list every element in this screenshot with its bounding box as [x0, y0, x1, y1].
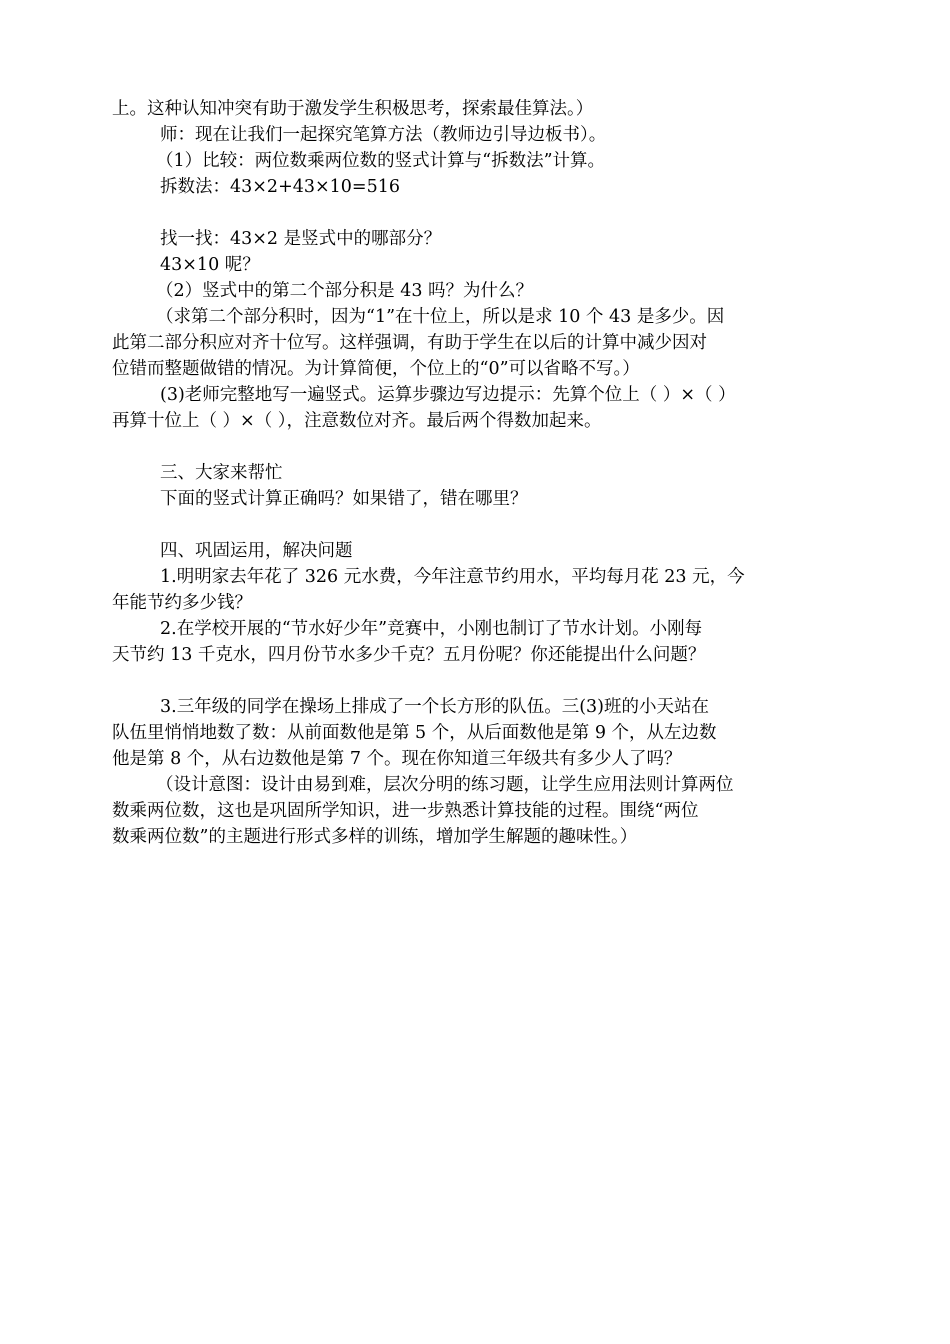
text-line: （设计意图：设计由易到难，层次分明的练习题，让学生应用法则计算两位 [156, 775, 734, 795]
text-line: （1）比较：两位数乘两位数的竖式计算与“拆数法”计算。 [156, 151, 606, 171]
section-heading: 三、大家来帮忙 [160, 463, 283, 483]
text-line: 天节约 13 千克水，四月份节水多少千克？五月份呢？你还能提出什么问题？ [112, 645, 706, 665]
document-body [112, 96, 862, 850]
text-line: 数乘两位数”的主题进行形式多样的训练，增加学生解题的趣味性。） [112, 827, 638, 847]
text-line: 2.在学校开展的“节水好少年”竞赛中，小刚也制订了节水计划。小刚每 [160, 619, 703, 639]
text-line: （2）竖式中的第二个部分积是 43 吗？为什么？ [156, 281, 534, 301]
text-line: 位错而整题做错的情况。为计算简便，个位上的“0”可以省略不写。） [112, 359, 640, 379]
section-heading: 四、巩固运用，解决问题 [160, 541, 353, 561]
text-line: 此第二部分积应对齐十位写。这样强调，有助于学生在以后的计算中减少因对 [112, 333, 707, 353]
text-line: 43×10 呢？ [160, 255, 260, 275]
text-line: 1.明明家去年花了 326 元水费，今年注意节约用水，平均每月花 23 元，今 [160, 567, 745, 587]
text-line: 找一找：43×2 是竖式中的哪部分？ [160, 229, 442, 249]
text-line: 下面的竖式计算正确吗？如果错了，错在哪里？ [160, 489, 528, 509]
text-line: 队伍里悄悄地数了数：从前面数他是第 5 个，从后面数他是第 9 个，从左边数 [112, 723, 717, 743]
text-line: （求第二个部分积时，因为“1”在十位上，所以是求 10 个 43 是多少。因 [156, 307, 725, 327]
text-line: 3.三年级的同学在操场上排成了一个长方形的队伍。三(3)班的小天站在 [160, 697, 709, 717]
text-line: 拆数法：43×2+43×10=516 [160, 177, 400, 197]
text-line: 年能节约多少钱？ [112, 593, 252, 613]
blank-line [112, 512, 862, 538]
text-line: 上。这种认知冲突有助于激发学生积极思考，探索最佳算法。） [112, 99, 594, 119]
text-line: 师：现在让我们一起探究笔算方法（教师边引导边板书）。 [160, 125, 607, 145]
text-line: (3)老师完整地写一遍竖式。运算步骤边写边提示：先算个位上（ ）×（ ） [160, 385, 736, 405]
text-line: 再算十位上（ ）×（ ），注意数位对齐。最后两个得数加起来。 [112, 411, 602, 431]
blank-line [112, 200, 862, 226]
text-line: 数乘两位数，这也是巩固所学知识，进一步熟悉计算技能的过程。围绕“两位 [112, 801, 699, 821]
blank-line [112, 434, 862, 460]
text-line: 他是第 8 个，从右边数他是第 7 个。现在你知道三年级共有多少人了吗？ [112, 749, 682, 769]
blank-line [112, 668, 862, 694]
